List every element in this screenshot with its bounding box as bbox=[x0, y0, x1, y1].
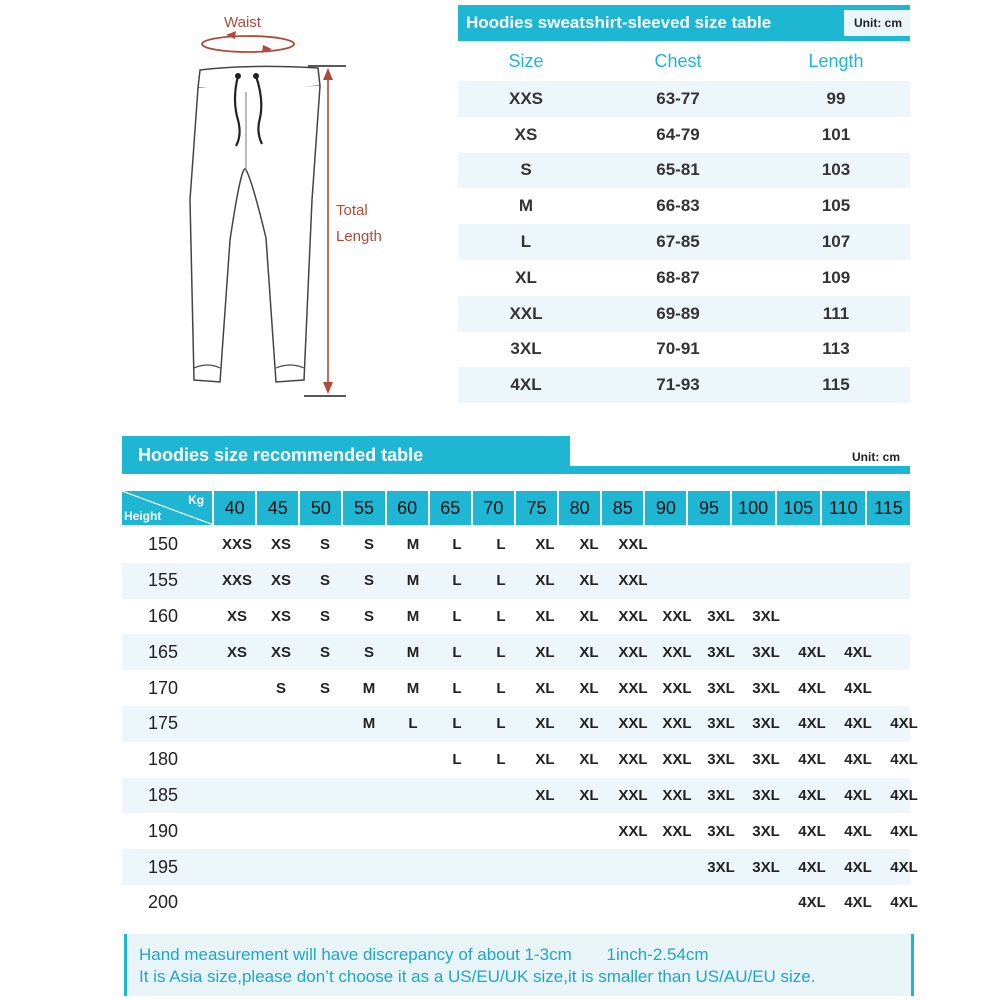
size-table-row bbox=[458, 224, 910, 260]
weight-header-cell: 70 bbox=[473, 491, 514, 525]
recommended-size-cell: XL bbox=[579, 536, 599, 554]
recommended-size-cell: XL bbox=[535, 786, 555, 804]
recommended-size-cell: XXS bbox=[221, 572, 252, 590]
chest-cell: 68-87 bbox=[656, 267, 700, 287]
recommended-size-cell: M bbox=[362, 679, 376, 697]
height-weight-corner-cell bbox=[122, 491, 212, 525]
recommended-size-cell: 4XL bbox=[890, 786, 918, 804]
recommended-size-cell: 4XL bbox=[844, 786, 872, 804]
recommended-size-cell: 4XL bbox=[844, 679, 872, 697]
recommended-size-cell: XXL bbox=[662, 679, 692, 697]
recommendation-row bbox=[122, 527, 910, 563]
length-cell: 113 bbox=[822, 339, 850, 359]
recommended-size-cell: 4XL bbox=[798, 786, 826, 804]
length-cell: 107 bbox=[821, 232, 851, 252]
recommended-size-cell: 4XL bbox=[890, 894, 918, 912]
recommended-size-cell: XL bbox=[579, 786, 599, 804]
recommended-size-cell: XXL bbox=[618, 786, 648, 804]
total-length-label bbox=[336, 198, 382, 250]
recommended-size-cell: XXL bbox=[618, 643, 648, 661]
size-cell: XL bbox=[515, 267, 537, 287]
height-cell: 170 bbox=[147, 677, 179, 698]
recommended-size-cell: 3XL bbox=[707, 858, 735, 876]
recommended-size-cell: 3XL bbox=[752, 751, 780, 769]
recommended-size-cell: 4XL bbox=[844, 715, 872, 733]
recommended-size-cell: 3XL bbox=[707, 822, 735, 840]
recommended-size-cell: XXL bbox=[618, 607, 648, 625]
recommended-size-cell: 4XL bbox=[890, 751, 918, 769]
weight-header-cell: 65 bbox=[430, 491, 471, 525]
weight-header-cell: 80 bbox=[559, 491, 600, 525]
height-cell: 160 bbox=[147, 605, 179, 626]
recommended-size-cell: XL bbox=[535, 572, 555, 590]
weight-header-cell: 105 bbox=[777, 491, 820, 525]
size-table bbox=[458, 5, 910, 403]
recommended-size-cell: S bbox=[319, 536, 330, 554]
total-length-label-line2: Length bbox=[336, 228, 382, 245]
pants-illustration-icon bbox=[180, 0, 420, 410]
recommended-size-cell: XS bbox=[270, 536, 291, 554]
size-cell: S bbox=[520, 160, 532, 180]
size-table-row bbox=[458, 367, 910, 403]
recommended-size-cell: M bbox=[406, 536, 420, 554]
size-cell: M bbox=[518, 196, 534, 216]
chest-cell: 65-81 bbox=[656, 160, 700, 180]
recommended-table-header bbox=[122, 436, 910, 474]
chest-cell: 64-79 bbox=[656, 124, 700, 144]
weight-header-cell: 75 bbox=[516, 491, 557, 525]
length-cell: 109 bbox=[821, 267, 851, 287]
recommended-size-cell: XL bbox=[535, 679, 555, 697]
recommended-size-cell: L bbox=[496, 715, 506, 733]
recommended-size-cell: XXL bbox=[662, 607, 692, 625]
height-cell: 175 bbox=[147, 713, 179, 734]
height-cell: 155 bbox=[147, 570, 179, 591]
recommended-size-cell: 3XL bbox=[707, 751, 735, 769]
recommended-size-cell: XL bbox=[535, 643, 555, 661]
recommended-size-cell: M bbox=[406, 607, 420, 625]
note-inch-conversion: 1inch-2.54cm bbox=[606, 945, 709, 964]
recommended-table-title: Hoodies size recommended table bbox=[122, 436, 570, 474]
recommended-size-cell: 3XL bbox=[707, 715, 735, 733]
recommended-size-cell: S bbox=[319, 679, 330, 697]
recommended-size-cell: XS bbox=[270, 572, 291, 590]
recommended-size-cell: XXL bbox=[662, 643, 692, 661]
length-cell: 105 bbox=[821, 196, 851, 216]
recommended-size-cell: XXL bbox=[662, 786, 692, 804]
recommended-size-cell: 4XL bbox=[890, 822, 918, 840]
size-cell: XXS bbox=[508, 88, 544, 108]
size-table-row bbox=[458, 188, 910, 224]
weight-header-cell: 45 bbox=[257, 491, 298, 525]
recommendation-row bbox=[122, 706, 918, 742]
recommended-size-cell: 4XL bbox=[798, 715, 826, 733]
recommended-size-cell: S bbox=[319, 572, 330, 590]
recommended-size-cell: 4XL bbox=[890, 858, 918, 876]
size-cell: 4XL bbox=[510, 375, 542, 395]
recommended-size-cell: XL bbox=[535, 751, 555, 769]
chest-cell: 71-93 bbox=[656, 375, 700, 395]
chest-cell: 67-85 bbox=[656, 232, 700, 252]
recommendation-row bbox=[122, 563, 910, 599]
recommended-size-cell: XXL bbox=[662, 715, 692, 733]
recommended-size-cell: XL bbox=[535, 715, 555, 733]
size-table-row bbox=[458, 81, 910, 117]
total-length-label-line1: Total bbox=[336, 202, 368, 219]
recommended-size-cell: M bbox=[362, 715, 376, 733]
size-table-unit: Unit: cm bbox=[844, 10, 910, 36]
weight-header-cell: 50 bbox=[300, 491, 341, 525]
recommended-size-cell: XXL bbox=[618, 679, 648, 697]
recommended-size-cell: L bbox=[496, 751, 506, 769]
recommended-size-cell: L bbox=[452, 607, 462, 625]
column-header-length: Length bbox=[808, 50, 864, 71]
note-line-1 bbox=[139, 944, 899, 966]
recommended-size-cell: XL bbox=[579, 751, 599, 769]
size-table-header bbox=[458, 5, 910, 41]
recommended-size-cell: XL bbox=[535, 536, 555, 554]
recommendation-row bbox=[122, 634, 910, 670]
recommendation-row bbox=[122, 599, 910, 635]
recommended-size-cell: XS bbox=[226, 607, 247, 625]
recommended-size-cell: L bbox=[452, 572, 462, 590]
note-line-2: It is Asia size,please don’t choose it as a US/EU/UK size,it is smaller than US/AU/EU size. bbox=[139, 967, 816, 986]
size-table-row bbox=[458, 296, 910, 332]
column-header-size: Size bbox=[508, 50, 544, 71]
height-cell: 180 bbox=[147, 749, 179, 770]
recommended-size-cell: XS bbox=[270, 643, 291, 661]
recommended-size-cell: 3XL bbox=[707, 679, 735, 697]
recommended-size-cell: XL bbox=[579, 572, 599, 590]
recommended-table-body bbox=[122, 527, 918, 921]
recommended-size-cell: 3XL bbox=[752, 786, 780, 804]
recommended-size-cell: L bbox=[408, 715, 418, 733]
note-discrepancy-text: Hand measurement will have discrepancy of about 1-3cm bbox=[139, 945, 572, 964]
recommended-size-cell: XXL bbox=[662, 822, 692, 840]
recommended-size-cell: S bbox=[275, 679, 286, 697]
length-cell: 99 bbox=[826, 88, 846, 108]
recommended-size-cell: 3XL bbox=[707, 643, 735, 661]
size-table-row bbox=[458, 332, 910, 368]
recommended-size-cell: S bbox=[363, 572, 374, 590]
size-table-row bbox=[458, 153, 910, 189]
recommended-size-cell: 3XL bbox=[752, 858, 780, 876]
recommended-size-cell: L bbox=[452, 715, 462, 733]
recommended-size-cell: XS bbox=[270, 607, 291, 625]
recommended-size-cell: 4XL bbox=[798, 858, 826, 876]
size-table-title: Hoodies sweatshirt-sleeved size table bbox=[466, 13, 772, 32]
recommended-size-cell: L bbox=[452, 643, 462, 661]
recommended-size-cell: XS bbox=[226, 643, 247, 661]
recommended-size-cell: L bbox=[496, 607, 506, 625]
recommendation-row bbox=[122, 813, 918, 849]
size-table-column-headers bbox=[458, 41, 910, 81]
recommended-size-cell: 4XL bbox=[798, 679, 826, 697]
recommended-size-cell: M bbox=[406, 572, 420, 590]
size-table-body bbox=[458, 81, 910, 403]
pants-diagram bbox=[180, 0, 420, 410]
weight-header-cell: 60 bbox=[387, 491, 428, 525]
recommended-size-cell: 3XL bbox=[752, 715, 780, 733]
kg-label: Kg bbox=[188, 493, 205, 507]
recommended-size-cell: XL bbox=[579, 643, 599, 661]
recommended-size-cell: 4XL bbox=[844, 643, 872, 661]
recommended-size-cell: 4XL bbox=[798, 751, 826, 769]
weight-header-cell: 115 bbox=[867, 491, 910, 525]
size-table-row bbox=[458, 117, 910, 153]
recommended-size-cell: L bbox=[496, 572, 506, 590]
recommended-size-cell: XXL bbox=[662, 751, 692, 769]
recommendation-row bbox=[122, 742, 918, 778]
recommended-size-cell: S bbox=[319, 643, 330, 661]
recommended-size-cell: L bbox=[452, 751, 462, 769]
recommended-size-cell: XXL bbox=[618, 822, 648, 840]
recommendation-row bbox=[122, 670, 910, 706]
recommended-size-cell: L bbox=[452, 679, 462, 697]
recommended-size-cell: L bbox=[452, 536, 462, 554]
size-cell: L bbox=[520, 232, 532, 252]
weight-header-cell: 40 bbox=[214, 491, 255, 525]
recommended-size-cell: S bbox=[363, 536, 374, 554]
recommended-size-cell: L bbox=[496, 679, 506, 697]
chest-cell: 63-77 bbox=[656, 88, 700, 108]
recommended-table-unit: Unit: cm bbox=[852, 450, 900, 464]
recommended-size-cell: 4XL bbox=[844, 858, 872, 876]
waist-label: Waist bbox=[224, 14, 261, 31]
height-cell: 195 bbox=[147, 856, 179, 877]
height-cell: 185 bbox=[147, 784, 179, 805]
height-cell: 165 bbox=[147, 641, 179, 662]
length-cell: 115 bbox=[822, 375, 850, 395]
chest-cell: 70-91 bbox=[656, 339, 700, 359]
recommended-size-cell: 3XL bbox=[707, 607, 735, 625]
recommended-size-cell: XL bbox=[535, 607, 555, 625]
recommended-size-cell: 3XL bbox=[752, 822, 780, 840]
recommended-size-cell: 3XL bbox=[707, 786, 735, 804]
weight-header-cell: 85 bbox=[602, 491, 643, 525]
recommended-size-cell: 4XL bbox=[798, 894, 826, 912]
recommended-size-cell: XXL bbox=[618, 572, 648, 590]
column-header-chest: Chest bbox=[654, 50, 702, 71]
recommended-size-cell: XL bbox=[579, 607, 599, 625]
recommended-size-cell: 4XL bbox=[844, 822, 872, 840]
recommended-size-cell: XL bbox=[579, 679, 599, 697]
recommended-size-cell: 3XL bbox=[752, 679, 780, 697]
recommended-size-cell: 3XL bbox=[752, 643, 780, 661]
recommended-size-cell: M bbox=[406, 643, 420, 661]
weight-header-cell: 110 bbox=[822, 491, 865, 525]
recommended-size-cell: S bbox=[363, 607, 374, 625]
recommended-size-cell: XXL bbox=[618, 536, 648, 554]
recommended-size-cell: 3XL bbox=[752, 607, 780, 625]
recommended-size-cell: 4XL bbox=[798, 643, 826, 661]
recommended-size-cell: M bbox=[406, 679, 420, 697]
recommended-size-cell: S bbox=[319, 607, 330, 625]
weight-header-cell: 95 bbox=[688, 491, 729, 525]
recommended-size-cell: L bbox=[496, 643, 506, 661]
weight-header-cell: 55 bbox=[343, 491, 384, 525]
recommendation-row bbox=[122, 778, 918, 814]
recommendation-row bbox=[122, 849, 918, 885]
size-cell: XS bbox=[514, 124, 538, 144]
recommended-size-cell: 4XL bbox=[798, 822, 826, 840]
recommendation-row bbox=[122, 885, 918, 921]
height-cell: 150 bbox=[147, 534, 179, 555]
recommended-size-cell: XXL bbox=[618, 715, 648, 733]
recommended-size-cell: L bbox=[496, 536, 506, 554]
length-cell: 103 bbox=[821, 160, 851, 180]
weight-header-cell: 100 bbox=[732, 491, 775, 525]
header-divider-strip bbox=[570, 466, 910, 474]
measurement-note bbox=[124, 934, 914, 996]
height-cell: 200 bbox=[147, 892, 179, 913]
chest-cell: 66-83 bbox=[656, 196, 700, 216]
recommended-size-cell: 4XL bbox=[844, 894, 872, 912]
height-label: Height bbox=[124, 509, 162, 523]
recommended-size-cell: XXS bbox=[221, 536, 252, 554]
size-cell: 3XL bbox=[510, 339, 542, 359]
height-cell: 190 bbox=[147, 820, 179, 841]
weight-header-cell: 90 bbox=[645, 491, 686, 525]
chest-cell: 69-89 bbox=[656, 303, 700, 323]
recommended-size-cell: 4XL bbox=[890, 715, 918, 733]
length-cell: 111 bbox=[822, 303, 850, 323]
weight-header-row bbox=[122, 491, 910, 525]
recommended-size-cell: S bbox=[363, 643, 374, 661]
length-cell: 101 bbox=[821, 124, 851, 144]
recommended-size-cell: XL bbox=[579, 715, 599, 733]
size-cell: XXL bbox=[509, 303, 543, 323]
size-table-row bbox=[458, 260, 910, 296]
recommended-size-cell: 4XL bbox=[844, 751, 872, 769]
recommended-size-cell: XXL bbox=[618, 751, 648, 769]
